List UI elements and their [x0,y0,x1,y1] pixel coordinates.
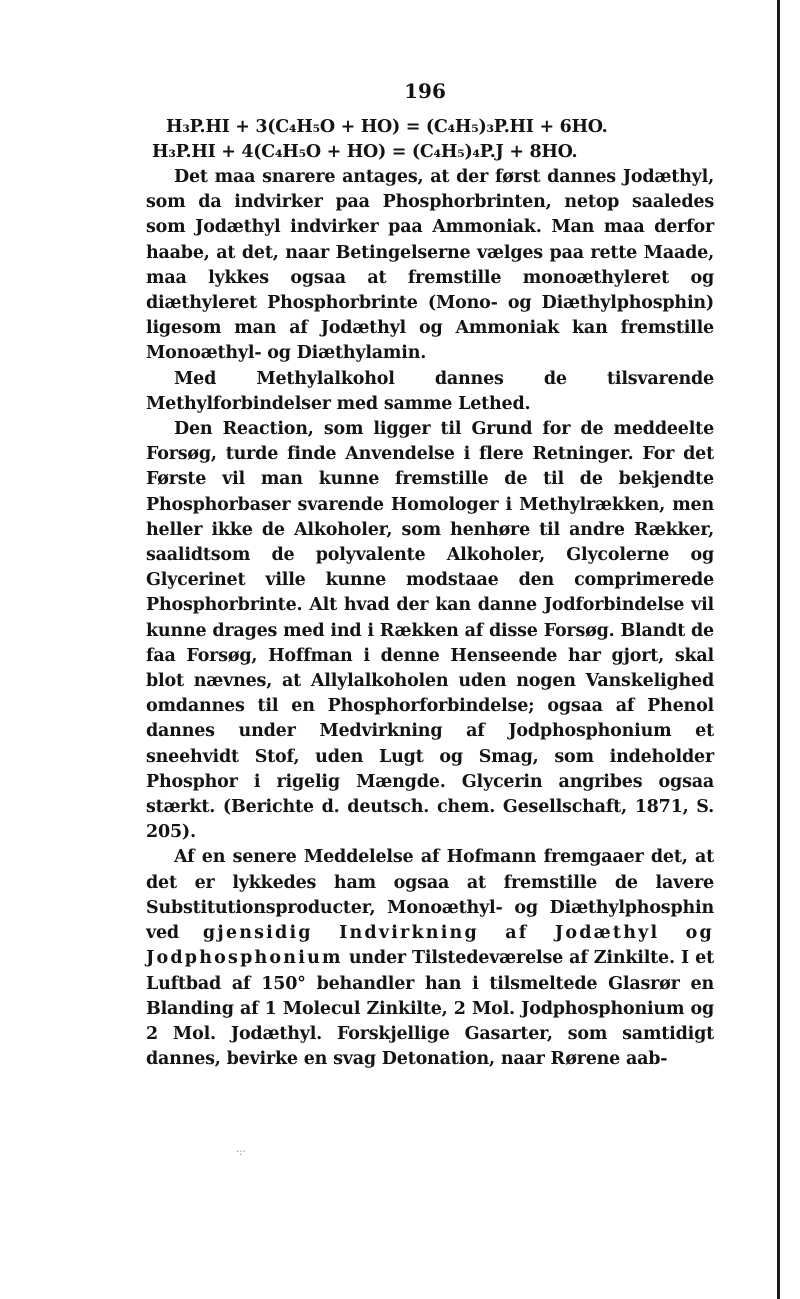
formula-line-2: H₃P.HI + 4(C₄H₅O + HO) = (C₄H₅)₄P.J + 8HO. [152,142,578,162]
paragraph-4 [146,845,714,1072]
book-page [146,75,714,1072]
formula-line-1: H₃P.HI + 3(C₄H₅O + HO) = (C₄H₅)₃P.HI + 6HO. [166,117,608,137]
scan-edge-line [777,0,780,1299]
paragraph-1: Det maa snarere antages, at der først dannes Jodæthyl, som da indvirker paa Phosphorbrinten, netop saaledes som Jodæthyl indvirker paa Ammoniak. Man maa derfor haabe, at det, naar Betingelserne vælges paa rette Maade, maa lykkes ogsaa at fremstille monoæthyleret og diæthyleret Phosphorbrinte (Mono- og Diæthylphosphin) ligesom man af Jodæthyl og Ammoniak kan fremstille Monoæthyl- og Diæthylamin. [146,167,714,364]
paragraph-3: Den Reaction, som ligger til Grund for de meddeelte Forsøg, turde finde Anvendelse i flere Retninger. For det Første vil man kunne fremstille de til de bekjendte Phosphorbaser svarende Homologer i Methylrækken, men heller ikke de Alkoholer, som henhøre til andre Rækker, saalidtsom de polyvalente Alkoholer, Glycolerne og Glycerinet ville kunne modstaae den comprimerede Phosphorbrinte. Alt hvad der kan danne Jodforbindelse vil kunne drages med ind i Rækken af disse Forsøg. Blandt de faa Forsøg, Hoffman i denne Henseende har gjort, skal blot nævnes, at Allylalkoholen uden nogen Vanskelighed omdannes til en Phosphorforbindelse; ogsaa af Phenol dannes under Medvirkning af Jodphosphonium et sneehvidt Stof, uden Lugt og Smag, som indeholder Phosphor i rigelig Mængde. Glycerin angribes ogsaa stærkt. (Berichte d. deutsch. chem. Gesellschaft, 1871, S. 205). [146,419,714,843]
page-number: 196 [404,79,446,103]
paragraph-4-start: Af en senere Meddelelse af Hofmann fremgaaer det, at det er lykkedes ham ogsaa at fremstille de lavere Substitutionsproducter, Monoæthyl- og Diæthylphosphin ved [146,847,714,944]
ink-speck: ·:· [236,1147,246,1158]
paragraph-4-emphasis: gjensidig Indvirkning af Jodæthyl og Jodphosphonium [146,923,714,969]
paragraph-2: Med Methylalkohol dannes de tilsvarende Methylforbindelser med samme Lethed. [146,368,714,414]
paragraph-4-end: under Tilstedeværelse af Zinkilte. I et Luftbad af 150° behandler han i tilsmeltede Glasrør en Blanding af 1 Molecul Zinkilte, 2 Mol. Jodphosphonium og 2 Mol. Jodæthyl. Forskjellige Gasarter, som samtidigt dannes, bevirke en svag Detonation, naar Rørene aab- [146,948,714,1070]
